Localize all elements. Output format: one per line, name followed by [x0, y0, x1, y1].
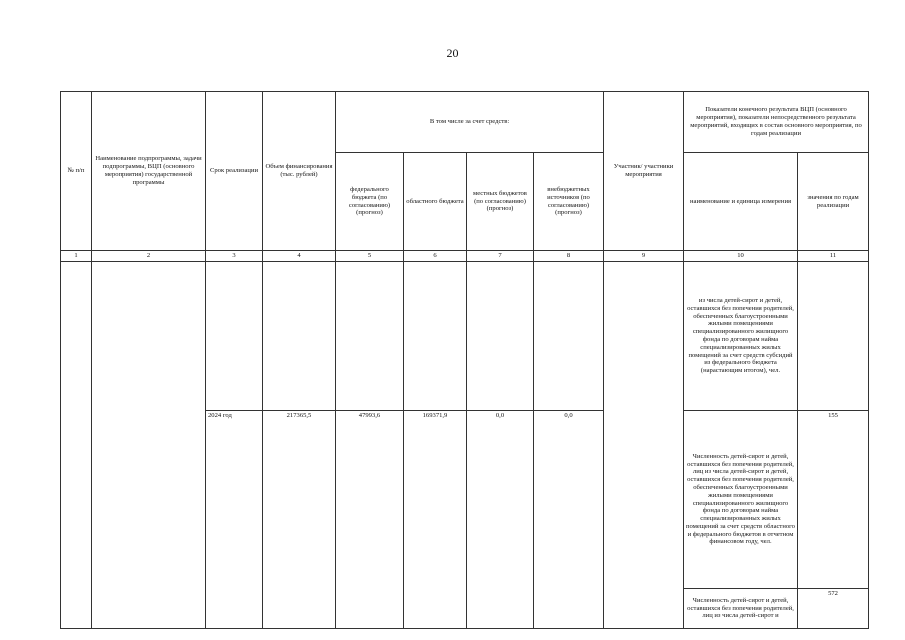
column-number: 1 — [61, 251, 92, 262]
program-table — [60, 91, 869, 629]
column-number: 9 — [604, 251, 684, 262]
cell-regional: 169371,9 — [404, 411, 467, 629]
cell-indicator-value — [798, 262, 869, 411]
cell-extrabudget — [534, 262, 604, 411]
cell-volume — [263, 262, 336, 411]
cell-indicator-value: 155 — [798, 411, 869, 589]
page-number: 20 — [446, 46, 459, 60]
header-col-regional: областного бюджета — [404, 153, 467, 251]
column-number-row — [61, 251, 869, 262]
column-number: 8 — [534, 251, 604, 262]
column-number: 3 — [206, 251, 263, 262]
header-row-1 — [61, 92, 869, 153]
cell-period — [206, 262, 263, 411]
header-group-funding: В том числе за счет средств: — [336, 92, 604, 153]
cell-indicator-name: Численность детей-сирот и детей, оставшихся без попечения родителей, лиц из числа детей-сирот и — [684, 589, 798, 629]
cell-volume: 217365,5 — [263, 411, 336, 629]
cell-period: 2024 год — [206, 411, 263, 629]
header-col-volume: Объем финансирования (тыс. рублей) — [263, 92, 336, 251]
column-number: 11 — [798, 251, 869, 262]
header-col-participants: Участник/ участники мероприятия — [604, 92, 684, 251]
column-number: 4 — [263, 251, 336, 262]
table-row — [61, 262, 869, 411]
header-col-federal: федерального бюджета (по согласованию) (прогноз) — [336, 153, 404, 251]
header-col-period: Срок реализации — [206, 92, 263, 251]
cell-federal: 47993,6 — [336, 411, 404, 629]
header-group-indicators: Показатели конечного результата ВЦП (основного мероприятия), показатели непосредственного результата мероприятий, входящих в состав основного мероприятия, по годам реализации — [684, 92, 869, 153]
cell-indicator-name: из числа детей-сирот и детей, оставшихся без попечения родителей, обеспеченных благоустроенными жилыми помещениями специализированного жилищного фонда по договорам найма специализированных жилых помещений за счет средств субсидий из федерального бюджета (нарастающим итогом), чел. — [684, 262, 798, 411]
header-col-extrabudget: внебюджетных источников (по согласованию) (прогноз) — [534, 153, 604, 251]
header-col-name: Наименование подпрограммы, задачи подпрограммы, ВЦП (основного мероприятия) государственной программы — [92, 92, 206, 251]
column-number: 10 — [684, 251, 798, 262]
column-number: 2 — [92, 251, 206, 262]
header-col-indicator-values: значения по годам реализации — [798, 153, 869, 251]
header-col-indicator-name: наименование и единица измерения — [684, 153, 798, 251]
cell-number — [61, 262, 92, 629]
header-col-number: № п/п — [61, 92, 92, 251]
cell-extrabudget: 0,0 — [534, 411, 604, 629]
cell-federal — [336, 262, 404, 411]
cell-local: 0,0 — [467, 411, 534, 629]
cell-local — [467, 262, 534, 411]
cell-participants — [604, 262, 684, 629]
column-number: 6 — [404, 251, 467, 262]
cell-indicator-name: Численность детей-сирот и детей, оставшихся без попечения родителей, лиц из числа детей-сирот и детей, оставшихся без попечения родителей, обеспеченных благоустроенными жилыми помещениями специализированного жилищного фонда по договорам найма специализированных жилых помещений за счет средств областного и федерального бюджетов в отчетном финансовом году, чел. — [684, 411, 798, 589]
cell-indicator-value: 572 — [798, 589, 869, 629]
column-number: 5 — [336, 251, 404, 262]
column-number: 7 — [467, 251, 534, 262]
cell-name — [92, 262, 206, 629]
cell-regional — [404, 262, 467, 411]
header-col-local: местных бюджетов (по согласованию) (прогноз) — [467, 153, 534, 251]
